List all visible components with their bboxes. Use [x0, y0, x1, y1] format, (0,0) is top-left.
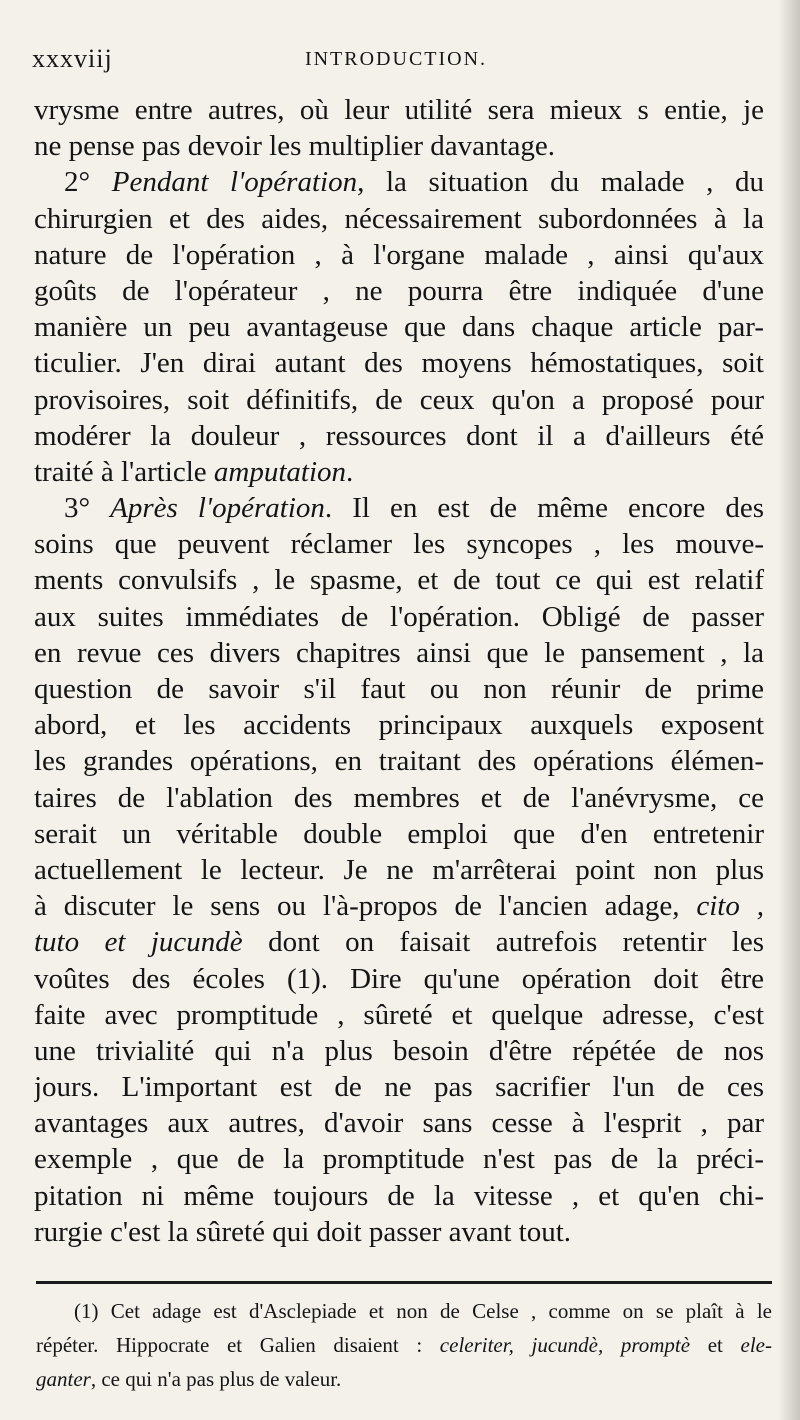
text-segment: , la situation du malade , du	[357, 166, 764, 199]
text-line: nature de l'opération , à l'organe malade , ainsi qu'aux	[34, 238, 764, 271]
text-line: ne pense pas devoir les multiplier davantage.	[34, 130, 556, 163]
text-line	[34, 164, 764, 200]
text-line: abord, et les accidents principaux auxquels exposent	[34, 709, 764, 742]
text-line: serait un véritable double emploi que d'en entretenir	[34, 817, 764, 850]
page-header	[32, 44, 760, 80]
page-edge-shadow	[778, 0, 800, 1420]
italic-text: cito ,	[696, 890, 764, 923]
text-segment: à discuter le sens ou l'à-propos de l'ancien adage,	[34, 890, 697, 923]
text-line: rurgie c'est la sûreté qui doit passer avant tout.	[34, 1215, 572, 1248]
text-line: chirurgien et des aides, nécessairement subordonnées à la	[34, 202, 764, 235]
text-line: question de savoir s'il faut ou non réunir de prime	[34, 673, 764, 705]
footnote-rule	[36, 1281, 772, 1284]
text-segment: 3°	[64, 492, 111, 525]
text-line: jours. L'important est de ne pas sacrifier l'un de ces	[34, 1071, 764, 1104]
italic-text: Après l'opération	[110, 492, 325, 525]
footnote-line	[36, 1328, 772, 1362]
footnote	[36, 1294, 772, 1396]
italic-text: celeriter, jucundè, promptè	[439, 1333, 691, 1357]
text-segment: , ce qui n'a pas plus de valeur.	[90, 1367, 342, 1391]
text-segment: dont on faisait autrefois retentir les	[242, 926, 764, 959]
text-line: manière un peu avantageuse que dans chaque article par-	[34, 311, 764, 344]
body-text	[34, 92, 764, 1250]
page-number: xxxviij	[32, 44, 113, 73]
text-line	[34, 924, 764, 960]
text-line: ticulier. J'en dirai autant des moyens hémostatiques, soit	[34, 347, 764, 380]
italic-text: Pendant l'opération	[111, 166, 358, 199]
text-line: soins que peuvent réclamer les syncopes , les mouve-	[34, 528, 764, 561]
text-line: voûtes des écoles (1). Dire qu'une opération doit être	[34, 962, 764, 995]
text-line: faite avec promptitude , sûreté et quelque adresse, c'est	[34, 998, 764, 1031]
italic-text: ganter	[36, 1367, 91, 1391]
text-line: pitation ni même toujours de la vitesse , et qu'en chi-	[34, 1179, 764, 1212]
text-line: ments convulsifs , le spasme, et de tout ce qui est relatif	[34, 564, 764, 597]
italic-text: amputation	[213, 455, 347, 488]
footnote-line	[36, 1362, 772, 1396]
text-line: en revue ces divers chapitres ainsi que le pansement , la	[34, 636, 764, 669]
text-segment: .	[346, 455, 354, 488]
text-line	[34, 888, 764, 924]
text-segment: traité à l'article	[34, 455, 214, 488]
text-line: taires de l'ablation des membres et de l'anévrysme, ce	[34, 781, 764, 814]
text-segment: . Il en est de même encore des	[324, 492, 764, 525]
text-line: aux suites immédiates de l'opération. Obligé de passer	[34, 600, 764, 633]
italic-text: tuto et jucundè	[34, 926, 243, 959]
text-segment: et	[690, 1333, 741, 1357]
running-title: INTRODUCTION.	[304, 48, 488, 70]
text-line: exemple , que de la promptitude n'est pas de la préci-	[34, 1143, 764, 1176]
text-segment: 2°	[64, 166, 112, 199]
text-line: avantages aux autres, d'avoir sans cesse à l'esprit , par	[34, 1107, 764, 1140]
text-line	[34, 454, 764, 490]
text-line: modérer la douleur , ressources dont il a d'ailleurs été	[34, 419, 764, 452]
text-line: actuellement le lecteur. Je ne m'arrêterai point non plus	[34, 853, 764, 886]
text-line: les grandes opérations, en traitant des opérations élémen-	[34, 745, 764, 778]
text-line: vrysme entre autres, où leur utilité sera mieux s entie, je	[34, 94, 764, 126]
italic-text: ele-	[740, 1333, 772, 1357]
text-line: goûts de l'opérateur , ne pourra être indiquée d'une	[34, 274, 764, 307]
text-line: provisoires, soit définitifs, de ceux qu'on a proposé pour	[34, 383, 764, 416]
footnote-line: (1) Cet adage est d'Asclepiade et non de Celse , comme on se plaît à le	[74, 1299, 772, 1323]
text-line	[34, 490, 764, 526]
text-segment: répéter. Hippocrate et Galien disaient :	[36, 1333, 440, 1357]
text-line: une trivialité qui n'a plus besoin d'être répétée de nos	[34, 1034, 764, 1067]
